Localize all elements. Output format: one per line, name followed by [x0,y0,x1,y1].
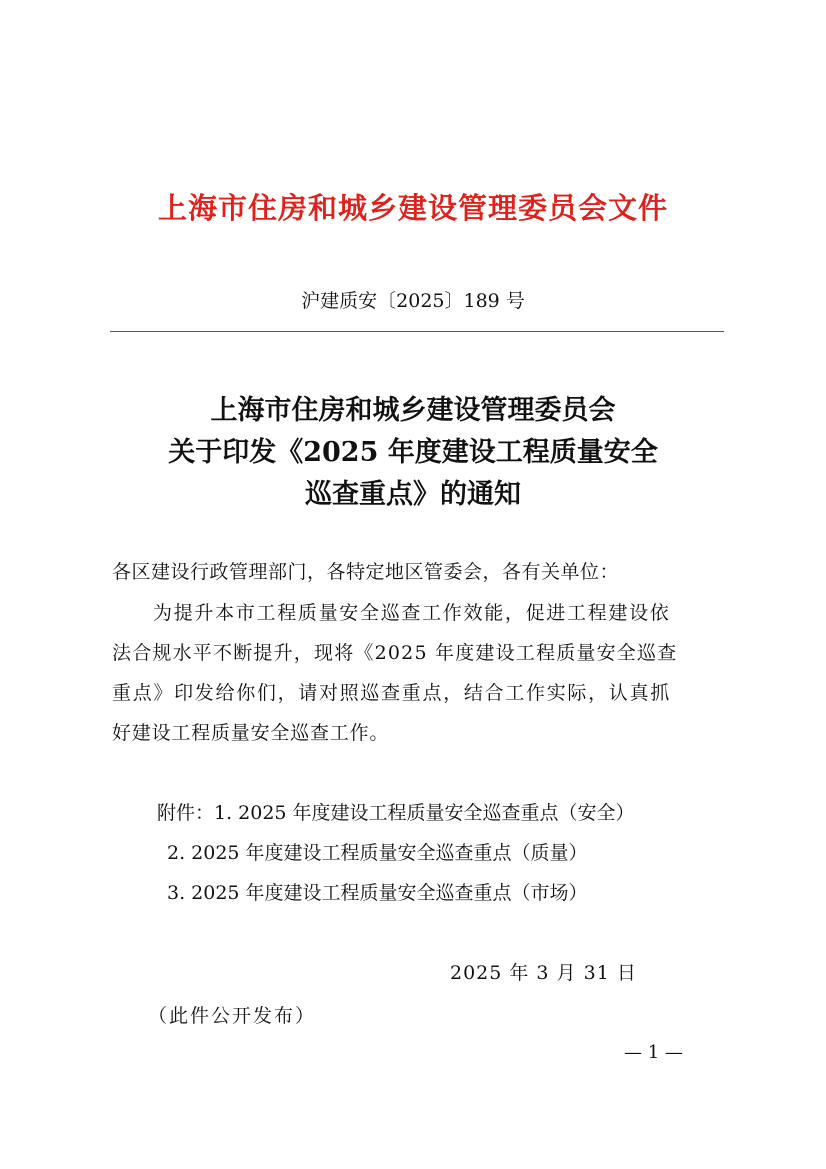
document-header-title: 上海市住房和城乡建设管理委员会文件 [157,191,668,225]
body-paragraph-line-4: 好建设工程质量安全巡查工作。 [112,722,390,744]
body-paragraph-line-1: 为提升本市工程质量安全巡查工作效能，促进工程建设依 [153,602,671,624]
attachment-item-3: 3. 2025 年度建设工程质量安全巡查重点（市场） [167,882,588,904]
title-line-1: 上海市住房和城乡建设管理委员会 [210,395,616,426]
page-number: — 1 — [624,1042,683,1063]
attachment-item-1: 附件：1. 2025 年度建设工程质量安全巡查重点（安全） [157,802,635,824]
document-number: 沪建质安〔2025〕189 号 [301,290,525,312]
salutation: 各区建设行政管理部门，各特定地区管委会，各有关单位： [112,561,620,583]
body-paragraph-line-3: 重点》印发给你们，请对照巡查重点，结合工作实际，认真抓 [112,682,671,704]
issue-date: 2025 年 3 月 31 日 [450,962,637,984]
red-divider-line [110,331,724,332]
body-paragraph-line-2: 法合规水平不断提升，现将《2025 年度建设工程质量安全巡查 [112,642,678,664]
title-line-3: 巡查重点》的通知 [305,479,521,510]
title-line-2: 关于印发《2025 年度建设工程质量安全 [168,437,658,468]
attachment-item-2: 2. 2025 年度建设工程质量安全巡查重点（质量） [167,842,588,864]
publication-note: （此件公开发布） [148,1005,317,1027]
